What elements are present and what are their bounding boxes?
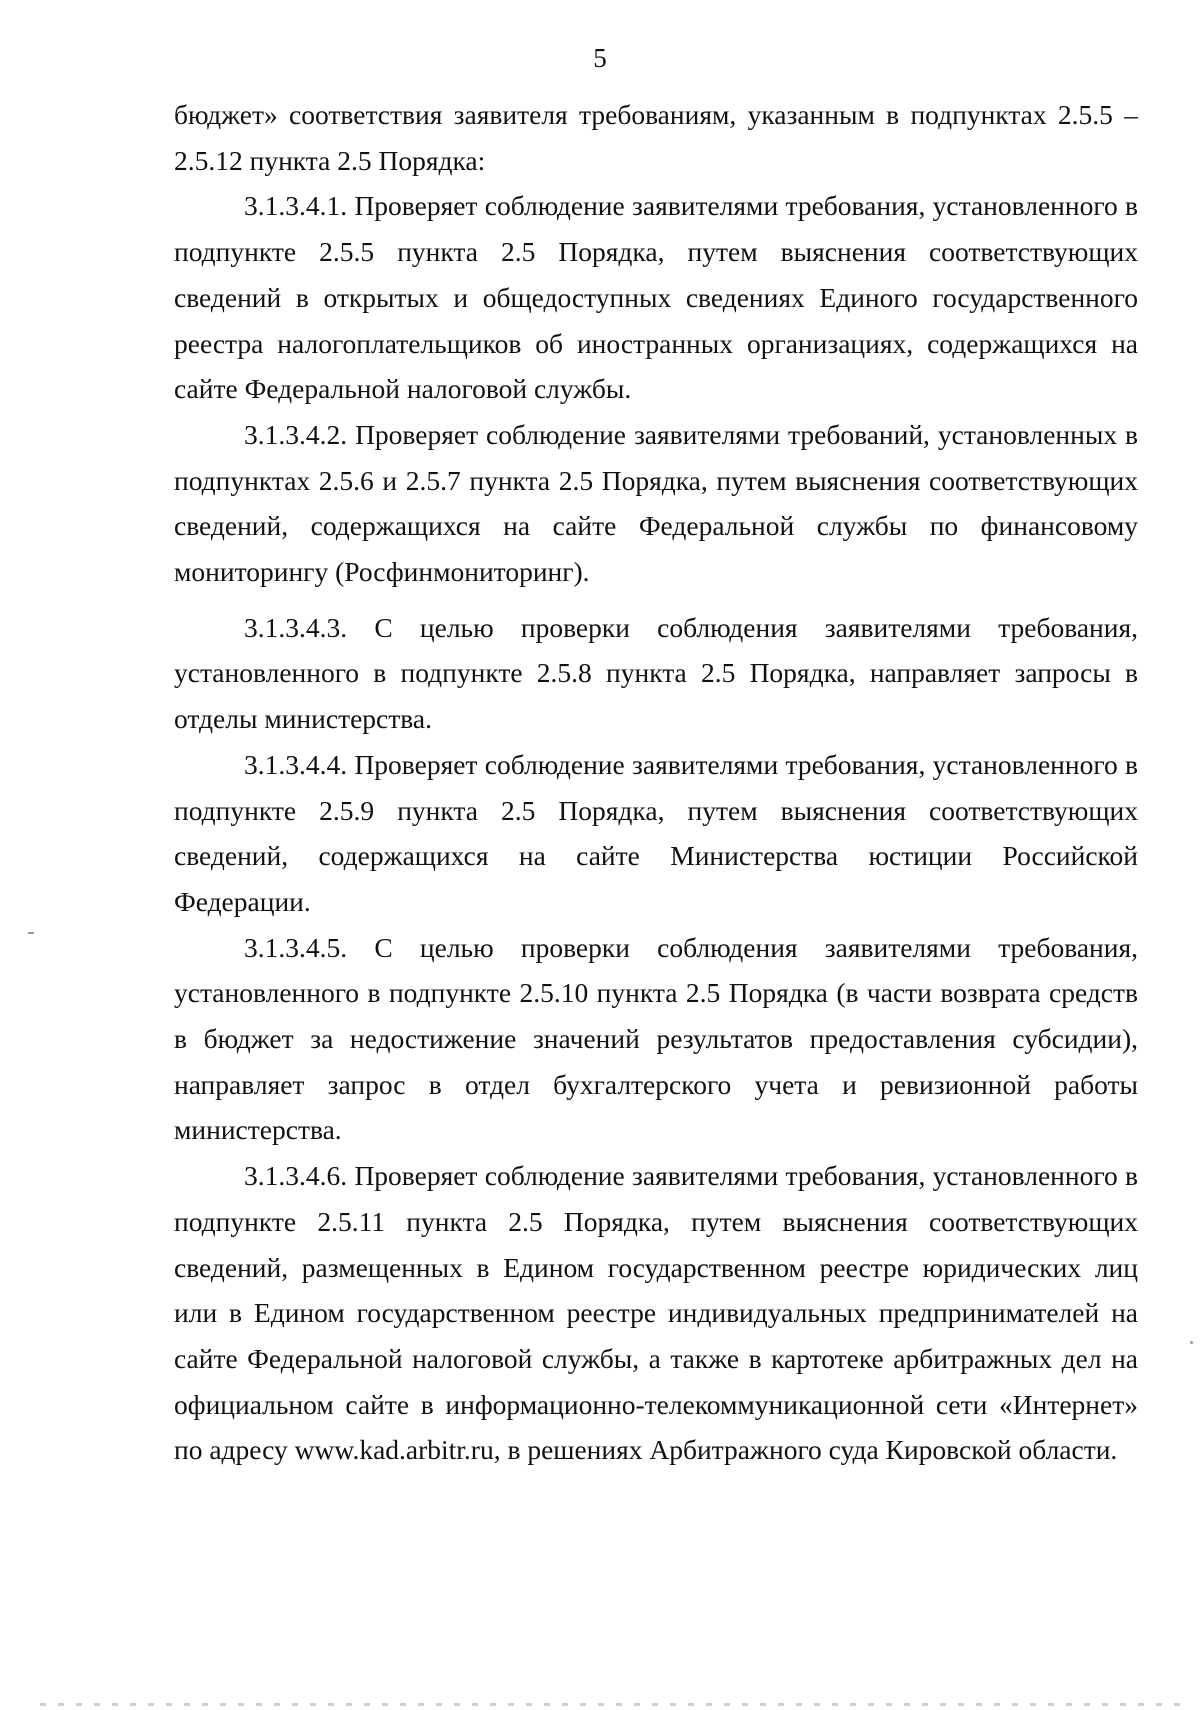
paragraph-3-1-3-4-5: 3.1.3.4.5. С целью проверки соблюдения заявителями требования, установленного в подпункте 2.5.10 пункта 2.5 Порядка (в части возврата средств в бюджет за недостижение значений результатов предоставления субсидии), направляет запрос в отдел бухгалтерского учета и ревизионной работы министерства. xyxy=(174,931,1138,1146)
paragraph-intro: бюджет» соответствия заявителя требованиям, указанным в подпунктах 2.5.5 – 2.5.12 пункта 2.5 Порядка: xyxy=(174,99,1138,176)
paragraph-3-1-3-4-2: 3.1.3.4.2. Проверяет соблюдение заявителями требований, установленных в подпунктах 2.5.6 и 2.5.7 пункта 2.5 Порядка, путем выяснения соответствующих сведений, содержащихся на сайте Федеральной службы по финансовому мониторингу (Росфинмониторинг). xyxy=(174,418,1138,588)
paragraph-3-1-3-4-3: 3.1.3.4.3. С целью проверки соблюдения заявителями требования, установленного в подпункте 2.5.8 пункта 2.5 Порядка, направляет запросы в отделы министерства. xyxy=(174,611,1138,735)
page-number: 5 xyxy=(593,43,607,73)
paragraph-3-1-3-4-6: 3.1.3.4.6. Проверяет соблюдение заявителями требования, установленного в подпункте 2.5.11 пункта 2.5 Порядка, путем выяснения соответствующих сведений, размещенных в Едином государственном реестре юридических лиц или в Едином государственном реестре индивидуальных предпринимателей на сайте Федеральной налоговой службы, а также в картотеке арбитражных дел на официальном сайте в информационно-телекоммуникационной сети «Интернет» по адресу www.kad.arbitr.ru, в решениях Арбитражного суда Кировской области. xyxy=(174,1160,1138,1466)
paragraph-3-1-3-4-4: 3.1.3.4.4. Проверяет соблюдение заявителями требования, установленного в подпункте 2.5.9 пункта 2.5 Порядка, путем выяснения соответствующих сведений, содержащихся на сайте Министерства юстиции Российской Федерации. xyxy=(174,748,1138,917)
scan-speck-left xyxy=(28,932,34,934)
document-body xyxy=(174,92,1138,1473)
paragraph-3-1-3-4-1: 3.1.3.4.1. Проверяет соблюдение заявителями требования, установленного в подпункте 2.5.5 пункта 2.5 Порядка, путем выяснения соответствующих сведений в открытых и общедоступных сведениях Единого государственного реестра налогоплательщиков об иностранных организациях, содержащихся на сайте Федеральной налоговой службы. xyxy=(174,190,1138,405)
scan-speck-right xyxy=(1190,1341,1193,1344)
scan-bottom-edge xyxy=(40,1703,1180,1706)
